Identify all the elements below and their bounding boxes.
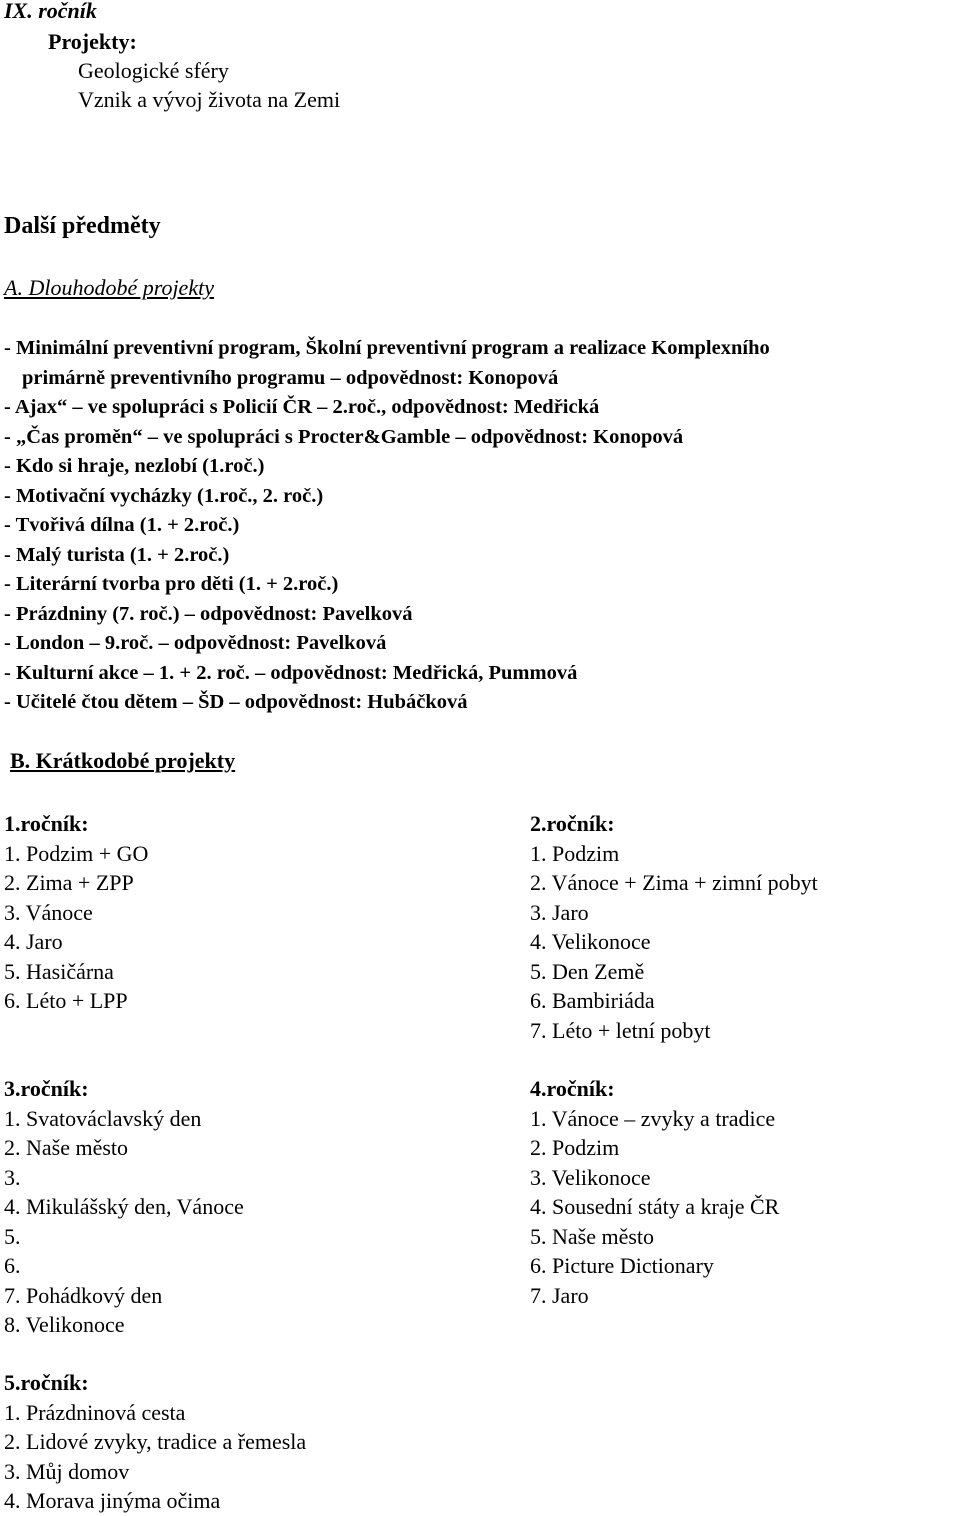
grade-title: 5.ročník: bbox=[4, 1370, 89, 1395]
grade-entry: 4. Morava jinýma očima bbox=[4, 1488, 221, 1513]
grade-title: 1.ročník: bbox=[4, 811, 89, 836]
grade-entry: 4. Jaro bbox=[4, 929, 63, 954]
grade-title: 2.ročník: bbox=[530, 811, 615, 836]
list-item: - Prázdniny (7. roč.) – odpovědnost: Pavelková bbox=[4, 602, 413, 625]
grade-entry: 6. Bambiriáda bbox=[530, 988, 655, 1013]
grade-entry: 5. Den Země bbox=[530, 958, 645, 984]
grade-entry: 6. Picture Dictionary bbox=[530, 1253, 714, 1278]
grade-entry: 1. Podzim + GO bbox=[4, 840, 149, 866]
grade-entry: 1. Vánoce – zvyky a tradice bbox=[530, 1105, 776, 1131]
grade-entry: 2. Vánoce + Zima + zimní pobyt bbox=[530, 870, 818, 895]
project-item: Geologické sféry bbox=[78, 58, 229, 83]
grade-entry: 3. bbox=[4, 1164, 21, 1190]
grade-entry: 2. Lidové zvyky, tradice a řemesla bbox=[4, 1429, 307, 1454]
grade-entry: 5. Hasičárna bbox=[4, 958, 114, 984]
list-item: - Tvořivá dílna (1. + 2.roč.) bbox=[4, 514, 240, 536]
section-b-heading: B. Krátkodobé projekty bbox=[10, 748, 236, 773]
grade-entry: 2. Podzim bbox=[530, 1135, 620, 1160]
list-item: - London – 9.roč. – odpovědnost: Pavelková bbox=[4, 632, 387, 654]
list-item: - Učitelé čtou dětem – ŠD – odpovědnost: Hubáčková bbox=[4, 691, 468, 713]
list-item: - Kulturní akce – 1. + 2. roč. – odpovědnost: Medřická, Pummová bbox=[4, 661, 578, 684]
grade-entry: 3. Velikonoce bbox=[530, 1164, 651, 1190]
grade-3-block bbox=[4, 1074, 244, 1340]
grade-entry: 1. Podzim bbox=[530, 840, 620, 866]
list-item: primárně preventivního programu – odpovědnost: Konopová bbox=[22, 366, 559, 389]
grade-entry: 5. bbox=[4, 1223, 21, 1249]
list-item: - „Čas proměn“ – ve spolupráci s Procter&Gamble – odpovědnost: Konopová bbox=[4, 425, 684, 448]
grade-heading: IX. ročník bbox=[4, 0, 97, 23]
grade-entry: 1. Prázdninová cesta bbox=[4, 1399, 186, 1425]
grade-entry: 7. Pohádkový den bbox=[4, 1282, 163, 1308]
grade-entry: 4. Mikulášský den, Vánoce bbox=[4, 1194, 244, 1219]
project-item: Vznik a vývoj života na Zemi bbox=[78, 87, 341, 112]
grade-entry: 2. Naše město bbox=[4, 1135, 129, 1160]
grade-entry: 3. Vánoce bbox=[4, 899, 93, 925]
list-item: - Kdo si hraje, nezlobí (1.roč.) bbox=[4, 455, 265, 477]
grade-entry: 6. Léto + LPP bbox=[4, 988, 128, 1013]
grade-entry: 5. Naše město bbox=[530, 1223, 655, 1249]
list-item: - Motivační vycházky (1.roč., 2. roč.) bbox=[4, 484, 324, 507]
grade-2-block bbox=[530, 809, 818, 1045]
list-item: - Ajax“ – ve spolupráci s Policií ČR – 2.roč., odpovědnost: Medřická bbox=[4, 396, 600, 418]
grade-entry: 6. bbox=[4, 1253, 21, 1278]
list-item: - Literární tvorba pro děti (1. + 2.roč.) bbox=[4, 573, 339, 595]
grade-entry: 3. Můj domov bbox=[4, 1458, 130, 1484]
grade-entry: 4. Velikonoce bbox=[530, 929, 651, 954]
grade-entry: 7. Jaro bbox=[530, 1282, 589, 1308]
other-subjects-heading: Další předměty bbox=[4, 213, 161, 239]
list-item: - Malý turista (1. + 2.roč.) bbox=[4, 543, 230, 566]
grade-title: 4.ročník: bbox=[530, 1076, 615, 1101]
grade-title: 3.ročník: bbox=[4, 1076, 89, 1101]
grade-entry: 4. Sousední státy a kraje ČR bbox=[530, 1194, 780, 1219]
section-a-heading: A. Dlouhodobé projekty bbox=[4, 275, 214, 300]
grade-5-block bbox=[4, 1368, 306, 1516]
list-item: - Minimální preventivní program, Školní preventivní program a realizace Komplexního bbox=[4, 337, 770, 359]
grade-1-block bbox=[4, 809, 148, 1016]
grade-entry: 3. Jaro bbox=[530, 899, 589, 925]
long-term-project-list bbox=[4, 334, 770, 718]
grade-entry: 2. Zima + ZPP bbox=[4, 870, 134, 895]
grade-entry: 7. Léto + letní pobyt bbox=[530, 1017, 711, 1043]
grade-4-block bbox=[530, 1074, 779, 1310]
grade-entry: 8. Velikonoce bbox=[4, 1312, 125, 1337]
grade-entry: 1. Svatováclavský den bbox=[4, 1105, 202, 1131]
projects-heading: Projekty: bbox=[48, 29, 137, 54]
